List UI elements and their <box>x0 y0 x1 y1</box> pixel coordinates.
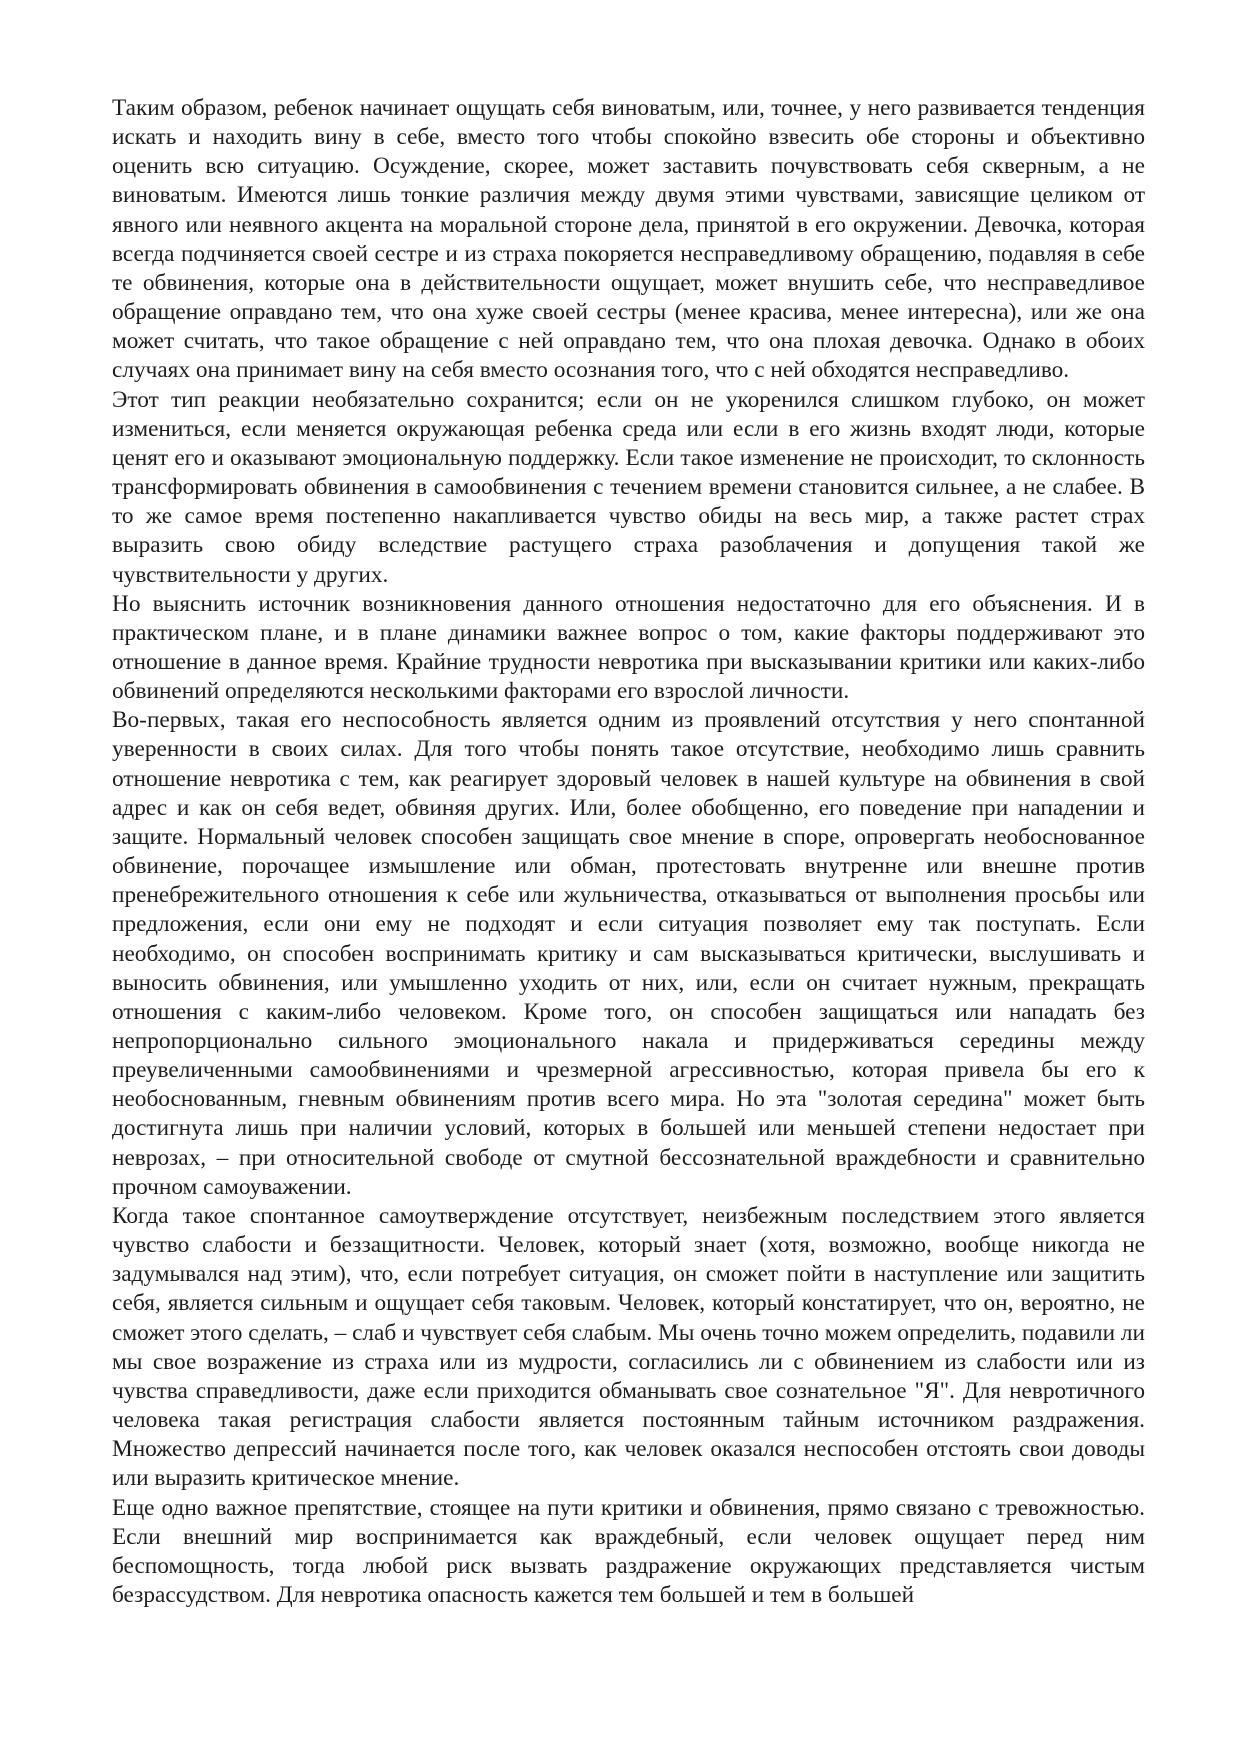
paragraph-3: Но выяснить источник возникновения данного отношения недостаточно для его объяснения. И в практическом плане, и в плане динамики важнее вопрос о том, какие факторы поддерживают это отношение в данное время. Крайние трудности невротика при высказывании критики или каких-либо обвинений определяются несколькими факторами его взрослой личности. <box>112 590 1145 705</box>
paragraph-1: Таким образом, ребенок начинает ощущать себя виноватым, или, точнее, у него развивается тенденция искать и находить вину в себе, вместо того чтобы спокойно взвесить обе стороны и объективно оценить всю ситуацию. Осуждение, скорее, может заставить почувствовать себя скверным, а не виноватым. Имеются лишь тонкие различия между двумя этими чувствами, зависящие целиком от явного или неявного акцента на моральной стороне дела, принятой в его окружении. Девочка, которая всегда подчиняется своей сестре и из страха покоряется несправедливому обращению, подавляя в себе те обвинения, которые она в действительности ощущает, может внушить себе, что несправедливое обращение оправдано тем, что она хуже своей сестры (менее красива, менее интересна), или же она может считать, что такое обращение с ней оправдано тем, что она плохая девочка. Однако в обоих случаях она принимает вину на себя вместо осознания того, что с ней обходятся несправедливо. <box>112 95 1145 384</box>
paragraph-6: Еще одно важное препятствие, стоящее на пути критики и обвинения, прямо связано с тревожностью. Если внешний мир воспринимается как враждебный, если человек ощущает перед ним беспомощность, тогда любой риск вызвать раздражение окружающих представляется чистым безрассудством. Для невротика опасность кажется тем большей и тем в большей <box>112 1494 1145 1608</box>
paragraph-4: Во-первых, такая его неспособность является одним из проявлений отсутствия у него спонтанной уверенности в своих силах. Для того чтобы понять такое отсутствие, необходимо лишь сравнить отношение невротика с тем, как реагирует здоровый человек в нашей культуре на обвинения в свой адрес и как он себя ведет, обвиняя других. Или, более обобщенно, его поведение при нападении и защите. Нормальный человек способен защищать свое мнение в споре, опровергать необоснованное обвинение, порочащее измышление или обман, протестовать внутренне или внешне против пренебрежительного отношения к себе или жульничества, отказываться от выполнения просьбы или предложения, если они ему не подходят и если ситуация позволяет ему так поступать. Если необходимо, он способен воспринимать критику и сам высказываться критически, выслушивать и выносить обвинения, или умышленно уходить от них, или, если он считает нужным, прекращать отношения с каким-либо человеком. Кроме того, он способен защищаться или нападать без непропорционально сильного эмоционального накала и придерживаться середины между преувеличенными самообвинениями и чрезмерной агрессивностью, которая привела бы его к необоснованным, гневным обвинениям против всего мира. Но эта "золотая середина" может быть достигнута лишь при наличии условий, которых в большей или меньшей степени недостает при неврозах, – при относительной свободе от смутной бессознательной враждебности и сравнительно прочном самоуважении. <box>112 707 1145 1200</box>
paragraph-5: Когда такое спонтанное самоутверждение отсутствует, неизбежным последствием этого является чувство слабости и беззащитности. Человек, который знает (хотя, возможно, вообще никогда не задумывался над этим), что, если потребует ситуация, он сможет пойти в наступление или защитить себя, является сильным и ощущает себя таковым. Человек, который констатирует, что он, вероятно, не сможет этого сделать, – слаб и чувствует себя слабым. Мы очень точно можем определить, подавили ли мы свое возражение из страха или из мудрости, согласились ли с обвинением из слабости или из чувства справедливости, даже если приходится обманывать свое сознательное "Я". Для невротичного человека такая регистрация слабости является постоянным тайным источником раздражения. Множество депрессий начинается после того, как человек оказался неспособен отстоять свои доводы или выразить критическое мнение. <box>112 1202 1145 1492</box>
paragraph-2: Этот тип реакции необязательно сохранится; если он не укоренился слишком глубоко, он может измениться, если меняется окружающая ребенка среда или если в его жизнь входят люди, которые ценят его и оказывают эмоциональную поддержку. Если такое изменение не происходит, то склонность трансформировать обвинения в самообвинения с течением времени становится сильнее, а не слабее. В то же самое время постепенно накапливается чувство обиды на весь мир, а также растет страх выразить свою обиду вследствие растущего страха разоблачения и допущения такой же чувствительности у других. <box>112 386 1145 588</box>
document-page <box>112 94 1145 1734</box>
